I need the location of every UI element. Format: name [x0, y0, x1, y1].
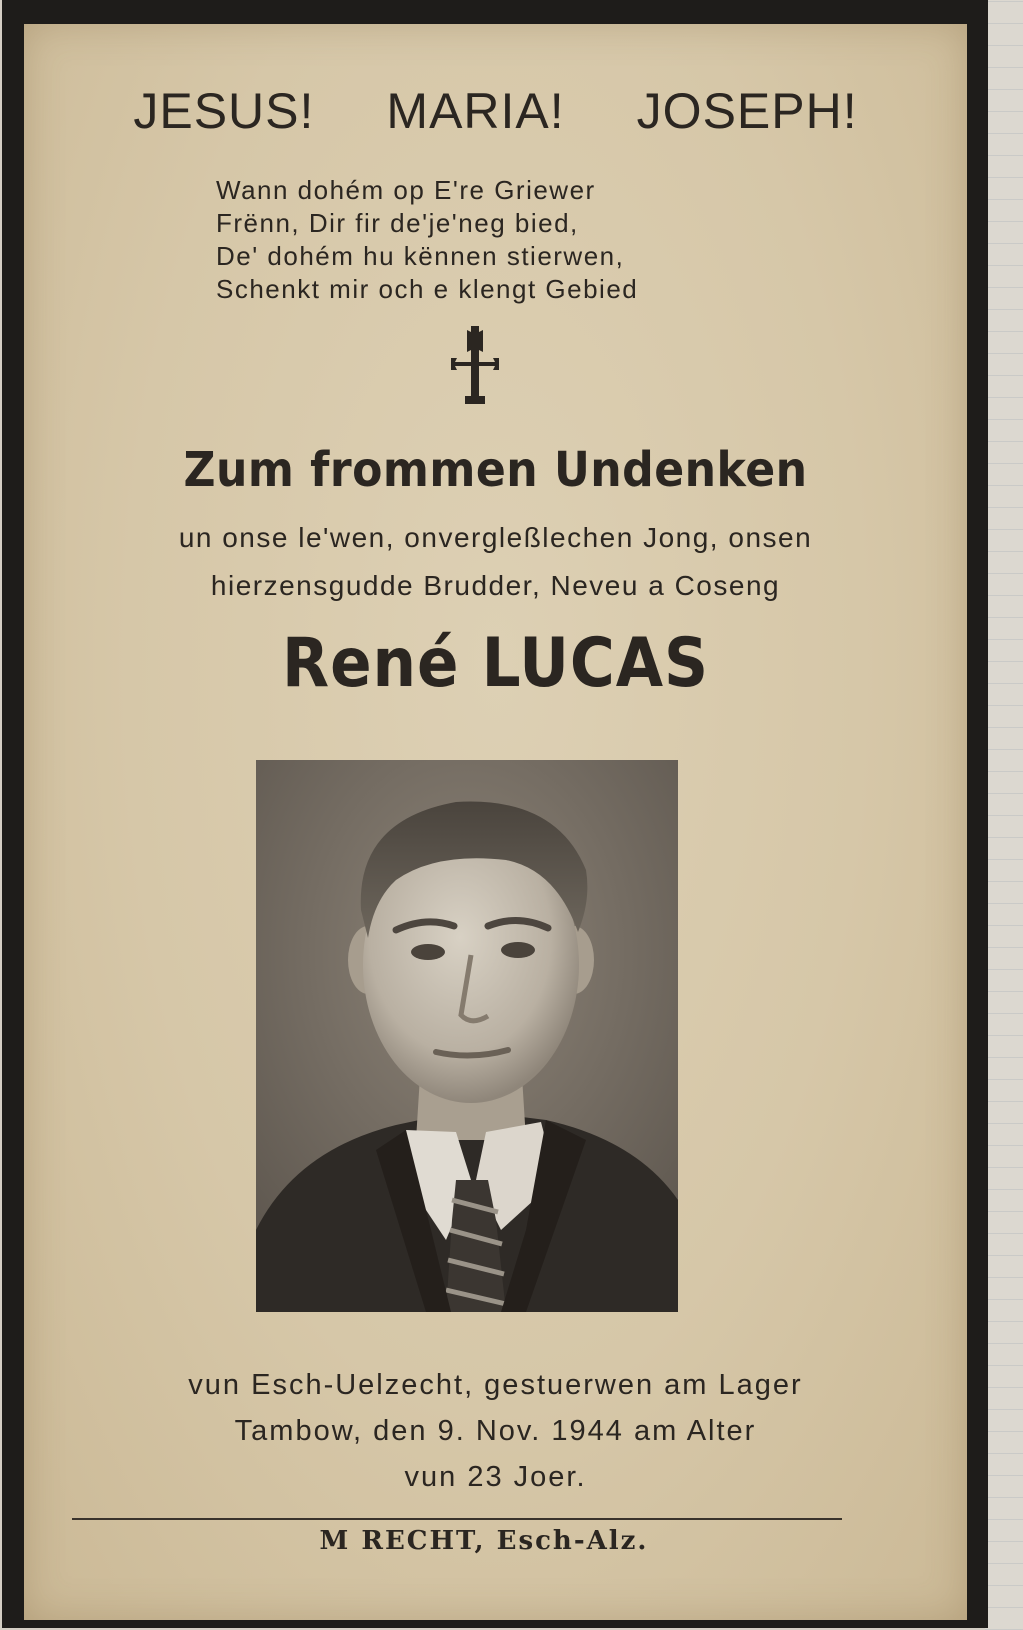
- divider: [72, 1518, 842, 1520]
- printer-imprint: M RECHT, Esch-Alz.: [319, 1526, 649, 1556]
- portrait-photo: [256, 760, 678, 1312]
- memorial-title: Zum frommen Undenken: [183, 442, 808, 498]
- header-jesus: JESUS!: [133, 83, 315, 139]
- header-maria: MARIA!: [386, 83, 565, 139]
- footer-line: Tambow, den 9. Nov. 1944 am Alter: [234, 1415, 757, 1447]
- verse-line: Wann dohém op E're Griewer: [216, 175, 596, 205]
- verse-line: De' dohém hu kënnen stierwen,: [216, 241, 625, 271]
- deceased-name: René LUCAS: [282, 624, 709, 703]
- footer-line: vun Esch-Uelzecht, gestuerwen am Lager: [188, 1369, 803, 1401]
- background-paper: [985, 0, 1023, 1630]
- verse: [216, 174, 638, 306]
- memorial-card: [2, 0, 988, 1628]
- dedication-line: un onse le'wen, onvergleßlechen Jong, onsen: [178, 522, 813, 553]
- verse-line: Schenkt mir och e klengt Gebied: [216, 274, 639, 304]
- death-details: [24, 1362, 967, 1500]
- header-joseph: JOSEPH!: [636, 83, 858, 139]
- card-paper: [24, 24, 967, 1620]
- footer-line: vun 23 Joer.: [404, 1461, 587, 1493]
- header-invocation: [24, 82, 967, 140]
- dedication-line: hierzensgudde Brudder, Neveu a Coseng: [210, 570, 781, 601]
- cross-icon: [449, 322, 501, 408]
- verse-line: Frënn, Dir fir de'je'neg bied,: [216, 208, 579, 238]
- dedication: [24, 514, 967, 610]
